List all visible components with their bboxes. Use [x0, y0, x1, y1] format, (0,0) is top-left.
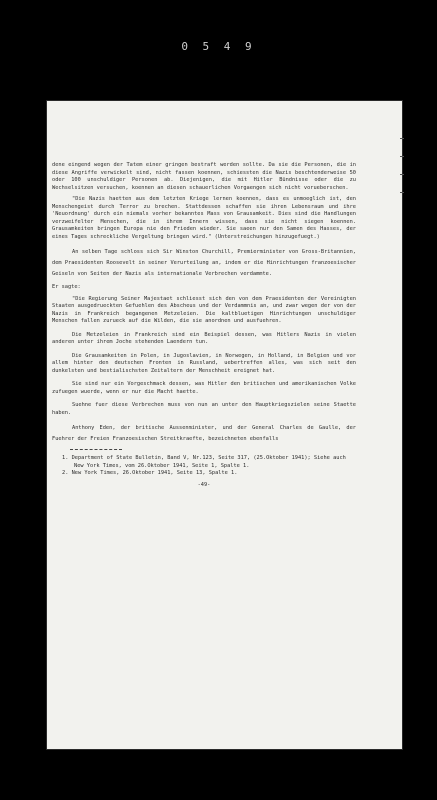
quote-paragraph: Die Metzeleien in Frankreich sind ein Beispiel dessen, was Hitlers Nazis in vielen anderen unter ihrem Joche stehenden Laendern tun.	[52, 331, 356, 345]
edge-mark	[400, 138, 404, 139]
microfilm-frame-number: 0 5 4 9	[181, 40, 256, 53]
footnote-divider	[70, 449, 122, 451]
edge-mark	[400, 192, 404, 193]
paragraph: Er sagte:	[52, 284, 81, 290]
footnote: 1. Department of State Bulletin, Band V, Nr.123, Seite 317, (25.Oktober 1941); Siehe auch New York Times, vom 26.Oktober 1941, Seite 1, Spalte 1.	[62, 455, 346, 469]
edge-mark	[400, 156, 404, 157]
quote-paragraph: Sie sind nur ein Vorgeschmack dessen, was Hitler den britischen und amerikanischen Volke zufuegen wuerde, wenn er nur die Macht haette.	[52, 381, 356, 395]
footnote: 2. New York Times, 26.Oktober 1941, Seite 13, Spalte 1.	[62, 470, 238, 476]
document-text	[52, 162, 356, 494]
quote-paragraph: Suehne fuer diese Verbrechen muss von nun an unter den Hauptkriegszielen seine Staette haben.	[52, 402, 356, 416]
page-number: -49-	[197, 481, 211, 488]
paragraph: dene eingend wegen der Tatem einer gringen bestraft werden sollte. Da sie die Personen, die in diese Angriffe verwickelt sind, nicht fassen koennen, schiessten die Nazis beschtenderweise 50 oder 100 unschuldiger Personen ab. Diejenigen, die mit Hitler Bündnisse oder die zu Wechselsitzen versuchen, koennen an diesen schauerlichen Vorgaengen sich nicht vorueberschen.	[52, 162, 356, 191]
paragraph: Anthony Eden, der britische Aussenminister, und der General Charles de Gaulle, der Fuehrer der Freien Franzoesischen Streitkraefte, bezeichneten ebenfalls	[52, 425, 356, 442]
quote-paragraph: Die Grausamkeiten in Polen, in Jugoslavien, in Norwegen, in Holland, in Belgien und vor allem hinter den deutschen Fronten in Russland, uebertreffen alles, was sich seit den dunkelsten und bestialischsten Zeitaltern der Menschheit ereignet hat.	[52, 352, 356, 374]
quote-paragraph: "Die Regierung Seiner Majestaet schliesst sich den von dem Praesidenten der Vereinigten Staaten ausgedrueckten Gefuehlen des Abscheus und der Verdammnis an, und zwar wegen der von der Nazis in Frankreich begangenen Metzeleien. Die kaltbluetigen Hinrichtungen unschuldiger Menschen fallen zurueck auf die Wilden, die sie anordnen und ausfuehren.	[52, 295, 356, 324]
paragraph: An selben Tage schloss sich Sir Winston Churchill, Premierminister von Gross-Britannien, dem Praesidenten Roosevelt in seiner Verurteilung an, indem er die Hinrichtungen franzoesischer Geiseln von Seiten der Nazis als internationale Verbrechen verdammte.	[52, 249, 356, 277]
edge-mark	[400, 174, 404, 175]
quote-paragraph: "Die Nazis haetten aus dem letzten Kriege lernen koennen, dass es unmoeglich ist, den Menschengeist durch Terror zu brechen. Stattdessen schaffen sie ihren Lebensraum und ihre 'Neuordnung' durch ein niemals vorher bekanntes Mass von Grausamkeit. Dies sind die Handlungen verzweifelter Menschen, die in ihrem Innern wissen, dass sie nicht siegen koennen. Grausamkeiten bringen Europa nie den Frieden wieder. Sie saeen nur den Samen des Hasses, der eines Tages schreckliche Vergeltung bringen wird." (Unterstreichungen hinzugefuegt.)	[52, 196, 356, 240]
